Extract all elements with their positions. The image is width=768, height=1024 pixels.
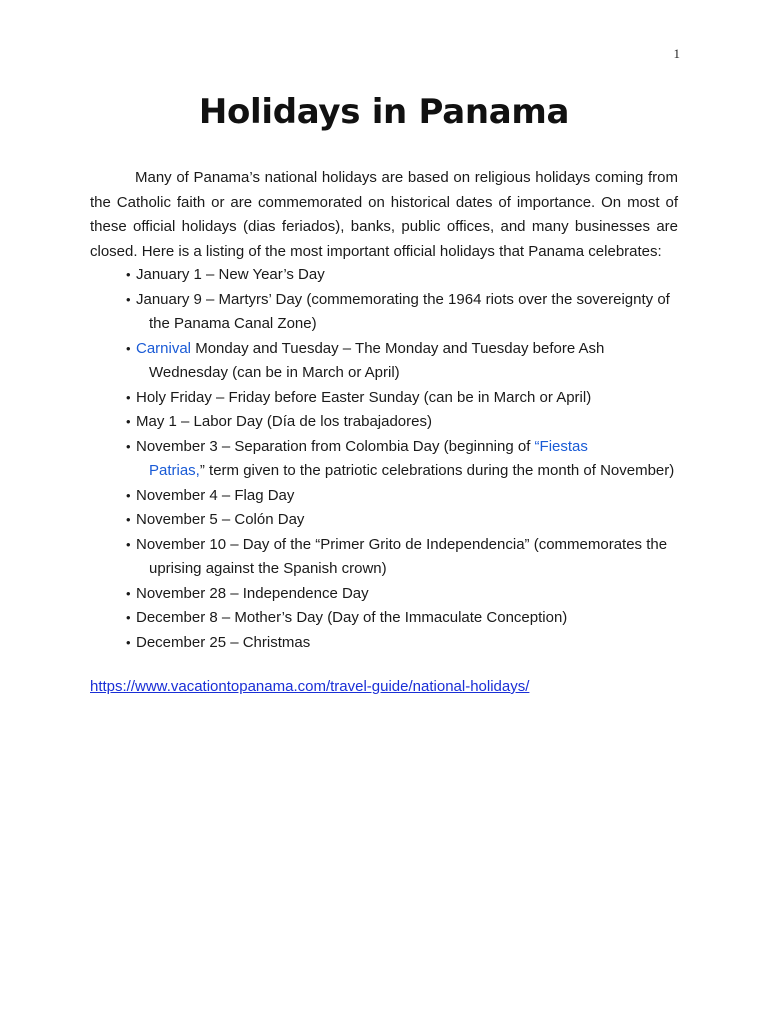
bullet-icon: •	[126, 267, 131, 282]
bullet-icon: •	[126, 512, 131, 527]
list-item: • December 25 – Christmas	[126, 631, 686, 656]
bullet-icon: •	[126, 610, 131, 625]
holiday-list	[126, 263, 686, 655]
bullet-icon: •	[126, 585, 131, 601]
bullet-icon: •	[126, 389, 131, 405]
bullet-icon: •	[126, 291, 131, 307]
list-item: • November 5 – Colón Day	[126, 508, 686, 533]
bullet-icon: •	[126, 536, 131, 552]
list-item: • November 3 – Separation from Colombia Day (beginning of “Fiestas Patrias,” term given to the patriotic celebrations during the month of November)	[126, 435, 686, 484]
bullet-icon: •	[126, 634, 131, 650]
list-item: • Holy Friday – Friday before Easter Sunday (can be in March or April)	[126, 386, 686, 411]
list-item: • Carnival Monday and Tuesday – The Monday and Tuesday before Ash Wednesday (can be in March or April)	[126, 337, 686, 386]
page-title: Holidays in Panama	[198, 92, 570, 132]
fiestas-patrias-link[interactable]: Patrias,	[149, 462, 200, 479]
list-item: • January 1 – New Year’s Day	[126, 263, 686, 288]
bullet-icon: •	[126, 487, 131, 503]
list-item: • November 10 – Day of the “Primer Grito de Independencia” (commemorates the uprising against the Spanish crown)	[126, 533, 686, 582]
bullet-icon: •	[126, 438, 131, 454]
intro-paragraph: Many of Panama’s national holidays are based on religious holidays coming from the Catholic faith or are commemorated on historical dates of importance. On most of these official holidays (dias feriados), banks, public offices, and many businesses are closed. Here is a listing of the most important official holidays that Panama celebrates:	[90, 169, 678, 260]
list-item: • December 8 – Mother’s Day (Day of the Immaculate Conception)	[126, 606, 686, 631]
list-item: • May 1 – Labor Day (Día de los trabajadores)	[126, 410, 686, 435]
list-item: • November 28 – Independence Day	[126, 582, 686, 607]
carnival-link[interactable]: Carnival	[136, 339, 192, 357]
bullet-icon: •	[126, 414, 131, 429]
list-item: • January 9 – Martyrs’ Day (commemorating the 1964 riots over the sovereignty of the Panama Canal Zone)	[126, 288, 686, 337]
fiestas-patrias-link[interactable]: Fiestas	[539, 437, 588, 455]
source-url-link[interactable]: https://www.vacationtopanama.com/travel-guide/national-holidays/	[90, 678, 530, 695]
bullet-icon: •	[126, 340, 131, 356]
page-number: 1	[673, 46, 680, 61]
list-item: • November 4 – Flag Day	[126, 484, 686, 509]
